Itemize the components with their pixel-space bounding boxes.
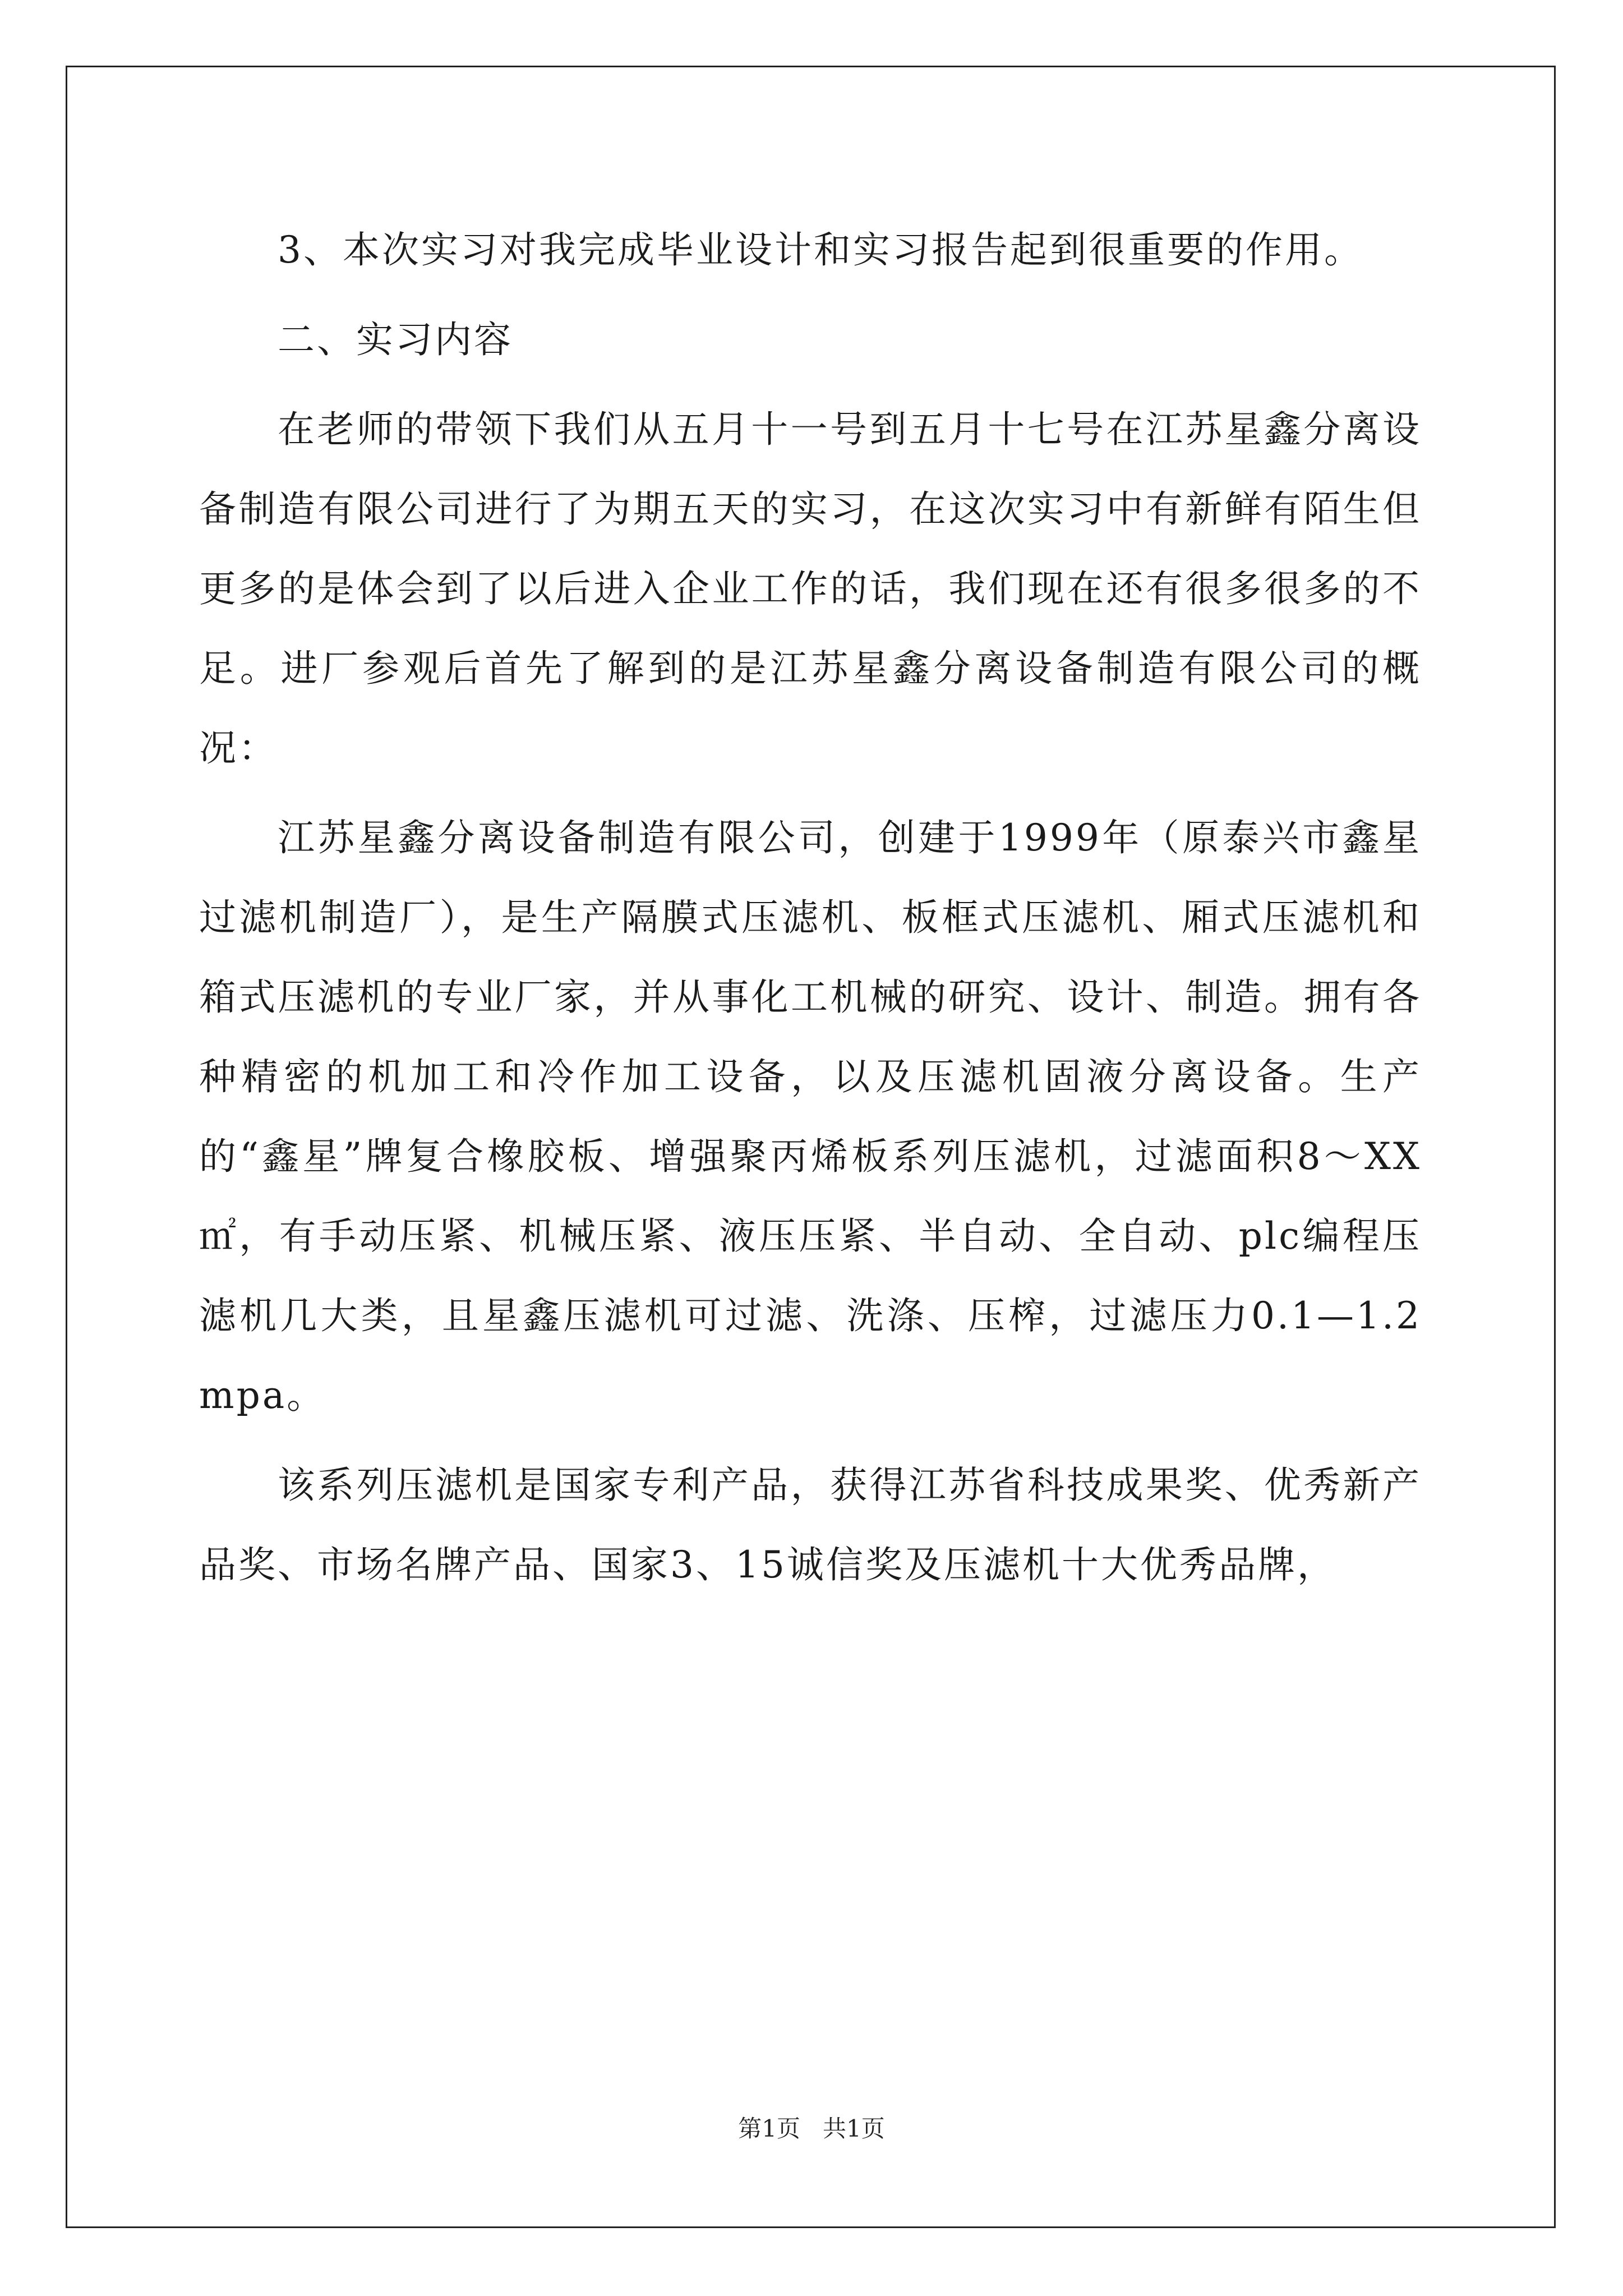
document-body [199, 210, 1422, 1605]
page-number: 第1页 [738, 2115, 800, 2142]
paragraph-3: 江苏星鑫分离设备制造有限公司，创建于1999年（原泰兴市鑫星过滤机制造厂），是生产隔膜式压滤机、板框式压滤机、厢式压滤机和箱式压滤机的专业厂家，并从事化工机械的研究、设计、制造。拥有各种精密的机加工和冷作加工设备，以及压滤机固液分离设备。生产的“鑫星”牌复合橡胶板、增强聚丙烯板系列压滤机，过滤面积8～XX㎡，有手动压紧、机械压紧、液压压紧、半自动、全自动、plc编程压滤机几大类，且星鑫压滤机可过滤、洗涤、压榨，过滤压力0.1—1.2mpa。 [199, 816, 1422, 1417]
section-heading: 二、实习内容 [278, 318, 513, 361]
paragraph-2: 在老师的带领下我们从五月十一号到五月十七号在江苏星鑫分离设备制造有限公司进行了为期五天的实习，在这次实习中有新鲜有陌生但更多的是体会到了以后进入企业工作的话，我们现在还有很多很多的不足。进厂参观后首先了解到的是江苏星鑫分离设备制造有限公司的概况： [199, 408, 1422, 770]
paragraph-1: 3、本次实习对我完成毕业设计和实习报告起到很重要的作用。 [278, 228, 1363, 272]
page-total: 共1页 [823, 2115, 885, 2142]
paragraph-4: 该系列压滤机是国家专利产品，获得江苏省科技成果奖、优秀新产品奖、市场名牌产品、国家3、15诚信奖及压滤机十大优秀品牌， [199, 1464, 1422, 1586]
page-footer [0, 2112, 1623, 2146]
